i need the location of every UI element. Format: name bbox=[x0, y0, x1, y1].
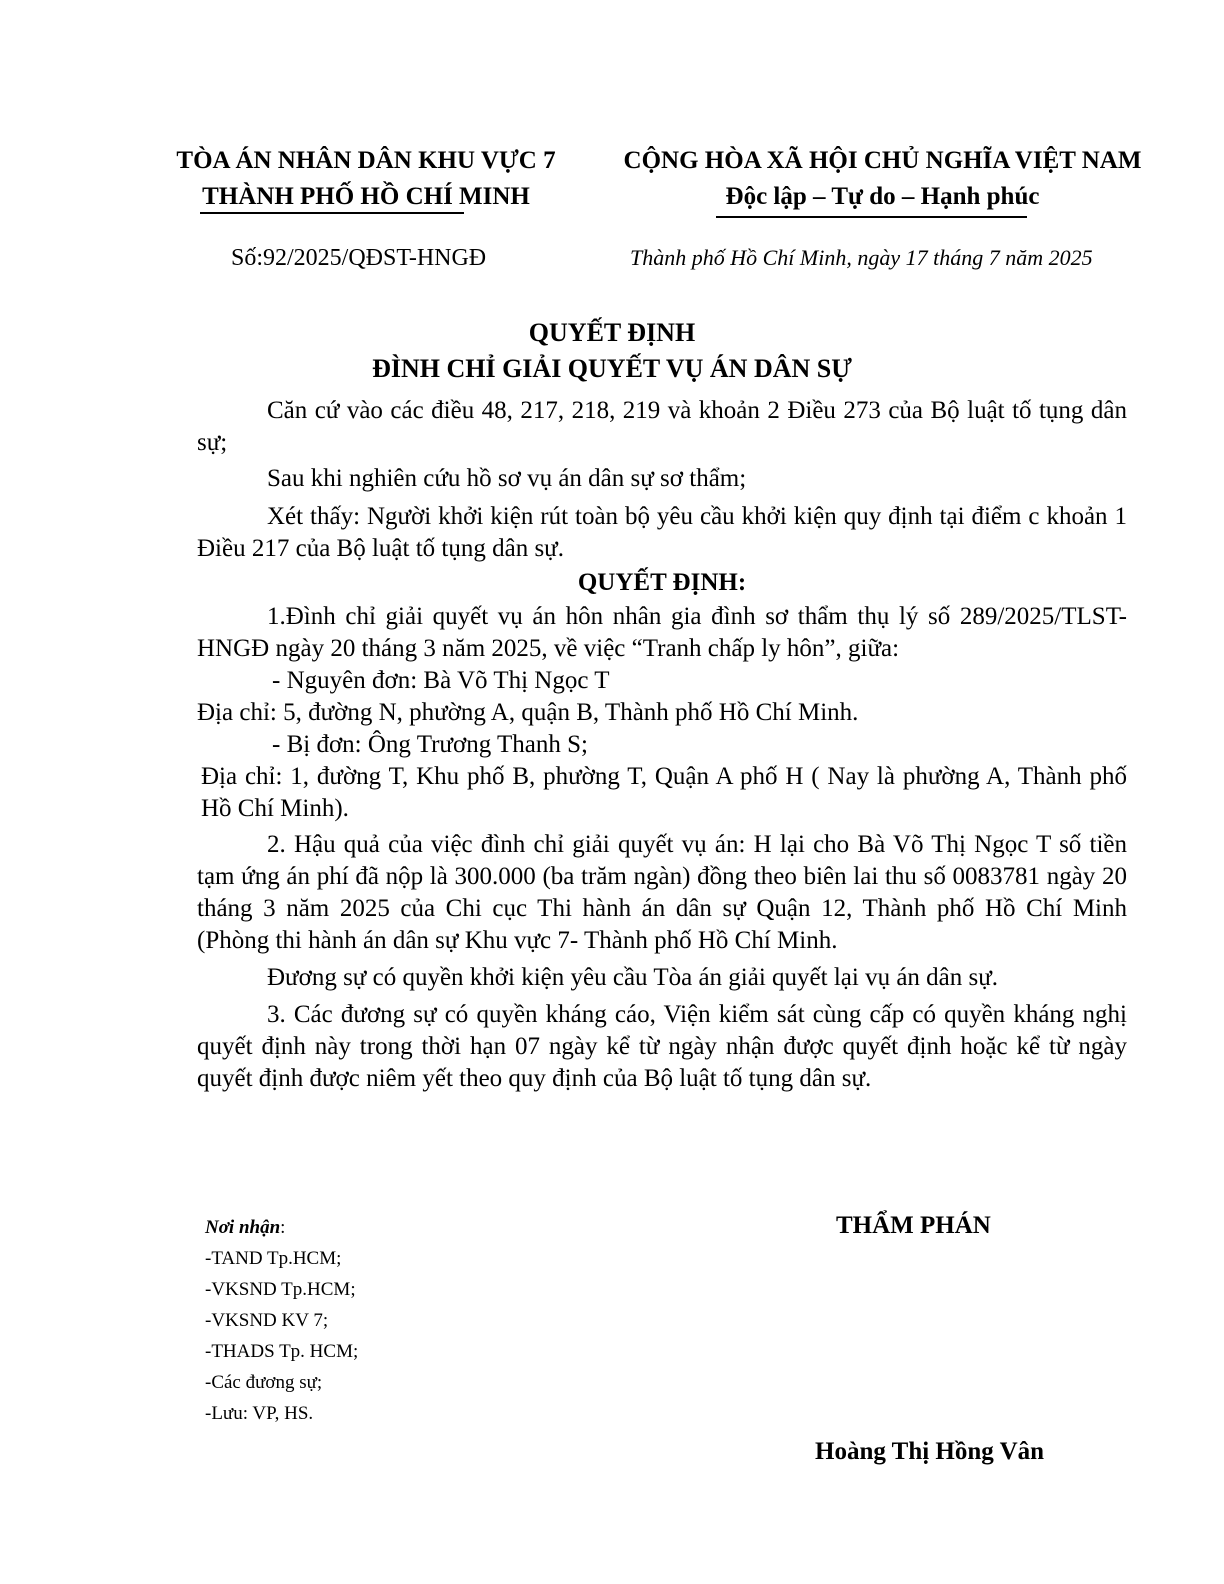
judge-title: THẨM PHÁN bbox=[836, 1212, 991, 1239]
motto-underline bbox=[716, 216, 1027, 218]
defendant-line: - Bị đơn: Ông Trương Thanh S; bbox=[272, 731, 588, 758]
recipient-item: -VKSND Tp.HCM; bbox=[205, 1279, 356, 1300]
recipients-title-colon: : bbox=[280, 1217, 286, 1238]
recipients-title-text: Nơi nhận bbox=[205, 1217, 281, 1238]
court-name-line2: THÀNH PHỐ HỒ CHÍ MINH bbox=[202, 183, 530, 210]
document-title: QUYẾT ĐỊNH bbox=[528, 318, 696, 347]
defendant-address: Địa chỉ: 1, đường T, Khu phố B, phường T, Quận A phố H ( Nay là phường A, Thành phố Hồ Chí Minh). bbox=[201, 763, 1127, 822]
plaintiff-line: - Nguyên đơn: Bà Võ Thị Ngọc T bbox=[272, 667, 610, 694]
research-paragraph: Sau khi nghiên cứu hồ sơ vụ án dân sự sơ thẩm; bbox=[267, 465, 747, 492]
recipients-block bbox=[205, 1212, 358, 1429]
document-number: Số:92/2025/QĐST-HNGĐ bbox=[231, 245, 487, 271]
considering-paragraph: Xét thấy: Người khởi kiện rút toàn bộ yêu cầu khởi kiện quy định tại điểm c khoản 1 Điều 217 của Bộ luật tố tụng dân sự. bbox=[197, 503, 1127, 562]
judge-name: Hoàng Thị Hồng Vân bbox=[815, 1438, 1045, 1465]
recipient-item: -VKSND KV 7; bbox=[205, 1310, 329, 1331]
recipient-item: -THADS Tp. HCM; bbox=[205, 1341, 359, 1362]
national-motto-header bbox=[610, 143, 1155, 215]
place-and-date: Thành phố Hồ Chí Minh, ngày 17 tháng 7 năm 2025 bbox=[630, 245, 1093, 270]
decision-item-1: 1.Đình chỉ giải quyết vụ án hôn nhân gia đình sơ thẩm thụ lý số 289/2025/TLST-HNGĐ ngày 20 tháng 3 năm 2025, về việc “Tranh chấp ly hôn”, giữa: bbox=[197, 603, 1127, 662]
recipient-item: -TAND Tp.HCM; bbox=[205, 1248, 342, 1269]
recipient-item: -Lưu: VP, HS. bbox=[205, 1403, 314, 1424]
motto: Độc lập – Tự do – Hạnh phúc bbox=[725, 183, 1040, 210]
legal-basis-paragraph: Căn cứ vào các điều 48, 217, 218, 219 và khoản 2 Điều 273 của Bộ luật tố tụng dân sự; bbox=[197, 397, 1127, 456]
recipients-title bbox=[205, 1212, 358, 1243]
country-name: CỘNG HÒA XÃ HỘI CHỦ NGHĨA VIỆT NAM bbox=[623, 147, 1142, 174]
decision-body bbox=[197, 395, 1127, 1095]
document-subtitle: ĐÌNH CHỈ GIẢI QUYẾT VỤ ÁN DÂN SỰ bbox=[372, 354, 852, 383]
court-name-header bbox=[166, 143, 566, 215]
decision-item-2: 2. Hậu quả của việc đình chỉ giải quyết vụ án: H lại cho Bà Võ Thị Ngọc T số tiền tạm ứng án phí đã nộp là 300.000 (ba trăm ngàn) đồng theo biên lai thu số 0083781 ngày 20 tháng 3 năm 2025 của Chi cục Thi hành án dân sự Quận 12, Thành phố Hồ Chí Minh (Phòng thi hành án dân sự Khu vực 7- Thành phố Hồ Chí Minh. bbox=[197, 831, 1127, 954]
recipient-item: -Các đương sự; bbox=[205, 1372, 323, 1393]
court-name-line1: TÒA ÁN NHÂN DÂN KHU VỰC 7 bbox=[176, 147, 556, 174]
court-name-underline bbox=[200, 212, 464, 214]
plaintiff-address: Địa chỉ: 5, đường N, phường A, quận B, Thành phố Hồ Chí Minh. bbox=[197, 699, 859, 726]
decision-item-3: 3. Các đương sự có quyền kháng cáo, Viện kiểm sát cùng cấp có quyền kháng nghị quyết định này trong thời hạn 07 ngày kể từ ngày nhận được quyết định hoặc kể từ ngày quyết định được niêm yết theo quy định của Bộ luật tố tụng dân sự. bbox=[197, 1001, 1127, 1092]
decision-heading: QUYẾT ĐỊNH: bbox=[577, 569, 747, 596]
rights-paragraph: Đương sự có quyền khởi kiện yêu cầu Tòa án giải quyết lại vụ án dân sự. bbox=[267, 964, 999, 991]
